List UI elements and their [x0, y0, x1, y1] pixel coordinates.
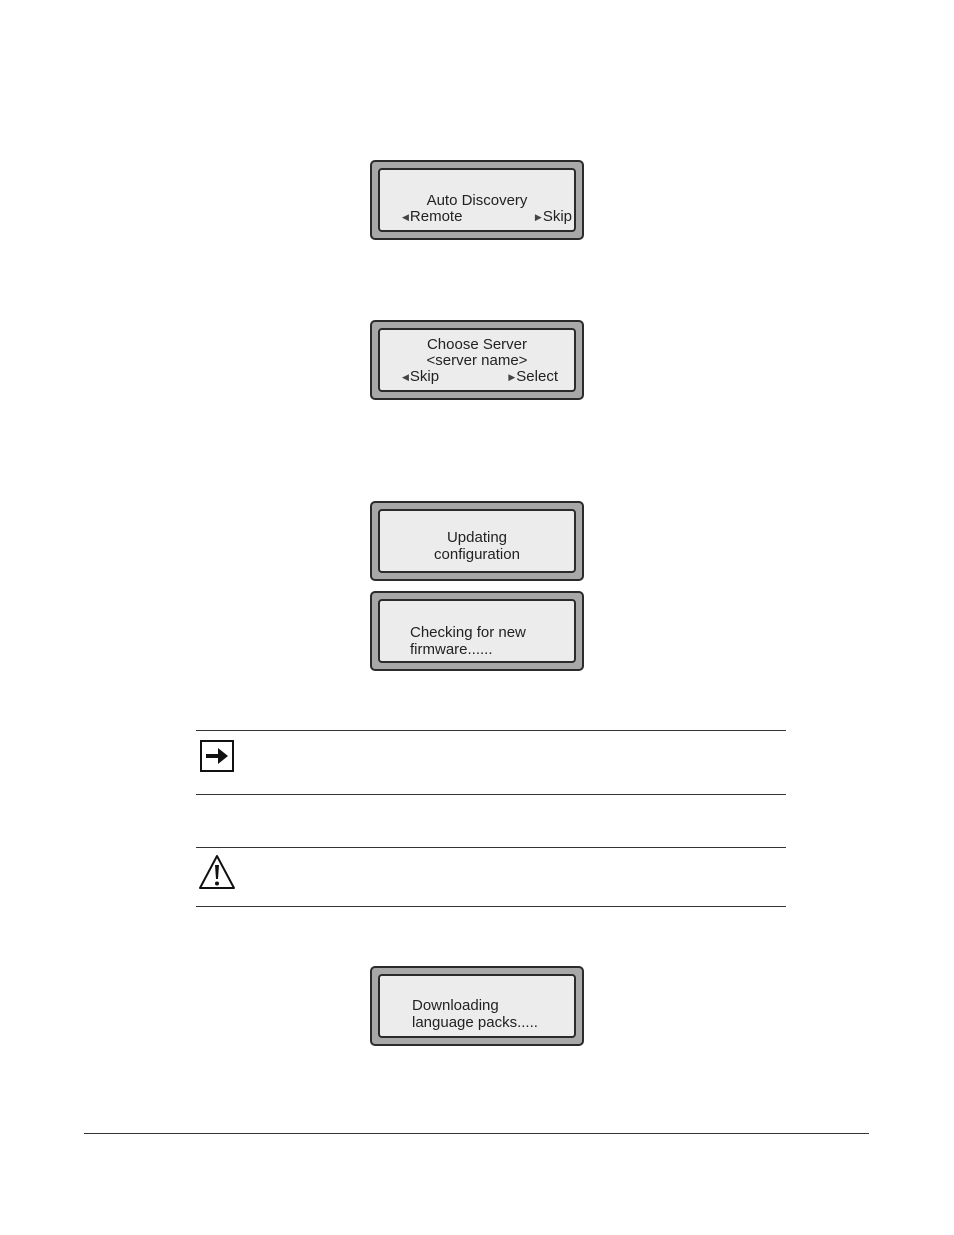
- lcd-display: [378, 599, 576, 663]
- softkey-label: Select: [516, 368, 558, 385]
- lcd-display: [378, 974, 576, 1038]
- screen-title: Auto Discovery: [426, 192, 528, 209]
- softkey-skip[interactable]: [402, 368, 439, 387]
- message-line-1: Checking for new: [410, 624, 526, 641]
- screen-title: Choose Server: [426, 336, 528, 353]
- message-line-1: Updating: [446, 529, 508, 546]
- arrow-right-icon: [200, 740, 234, 777]
- softkey-label: Skip: [409, 368, 440, 385]
- caution-top-rule: [196, 847, 786, 848]
- softkey-skip[interactable]: [535, 208, 572, 227]
- lcd-display: [378, 168, 576, 232]
- note-bottom-rule: [196, 794, 786, 795]
- softkey-label: Remote: [409, 208, 463, 225]
- warning-triangle-icon: [198, 854, 236, 895]
- lcd-screen-downloading: [370, 966, 584, 1046]
- softkey-left-arrow-icon: ◀: [402, 372, 409, 382]
- lcd-screen-checking-firmware: [370, 591, 584, 671]
- message-line-2: configuration: [434, 546, 520, 563]
- softkey-right-arrow-icon: ▶: [508, 372, 516, 382]
- softkey-remote[interactable]: [402, 208, 462, 227]
- lcd-screen-choose-server: [370, 320, 584, 400]
- lcd-screen-updating: [370, 501, 584, 581]
- message-line-1: Downloading: [412, 997, 499, 1014]
- caution-bottom-rule: [196, 906, 786, 907]
- footer-rule: [84, 1133, 869, 1134]
- lcd-display: [378, 328, 576, 392]
- softkey-left-arrow-icon: ◀: [402, 212, 409, 222]
- softkey-select[interactable]: [508, 368, 558, 387]
- message-line-2: firmware......: [410, 641, 493, 658]
- message-line-2: language packs.....: [412, 1014, 538, 1031]
- softkey-right-arrow-icon: ▶: [534, 212, 542, 222]
- lcd-display: [378, 509, 576, 573]
- lcd-screen-auto-discovery: [370, 160, 584, 240]
- server-name-field: <server name>: [426, 352, 528, 369]
- note-top-rule: [196, 730, 786, 731]
- softkey-label: Skip: [542, 208, 572, 225]
